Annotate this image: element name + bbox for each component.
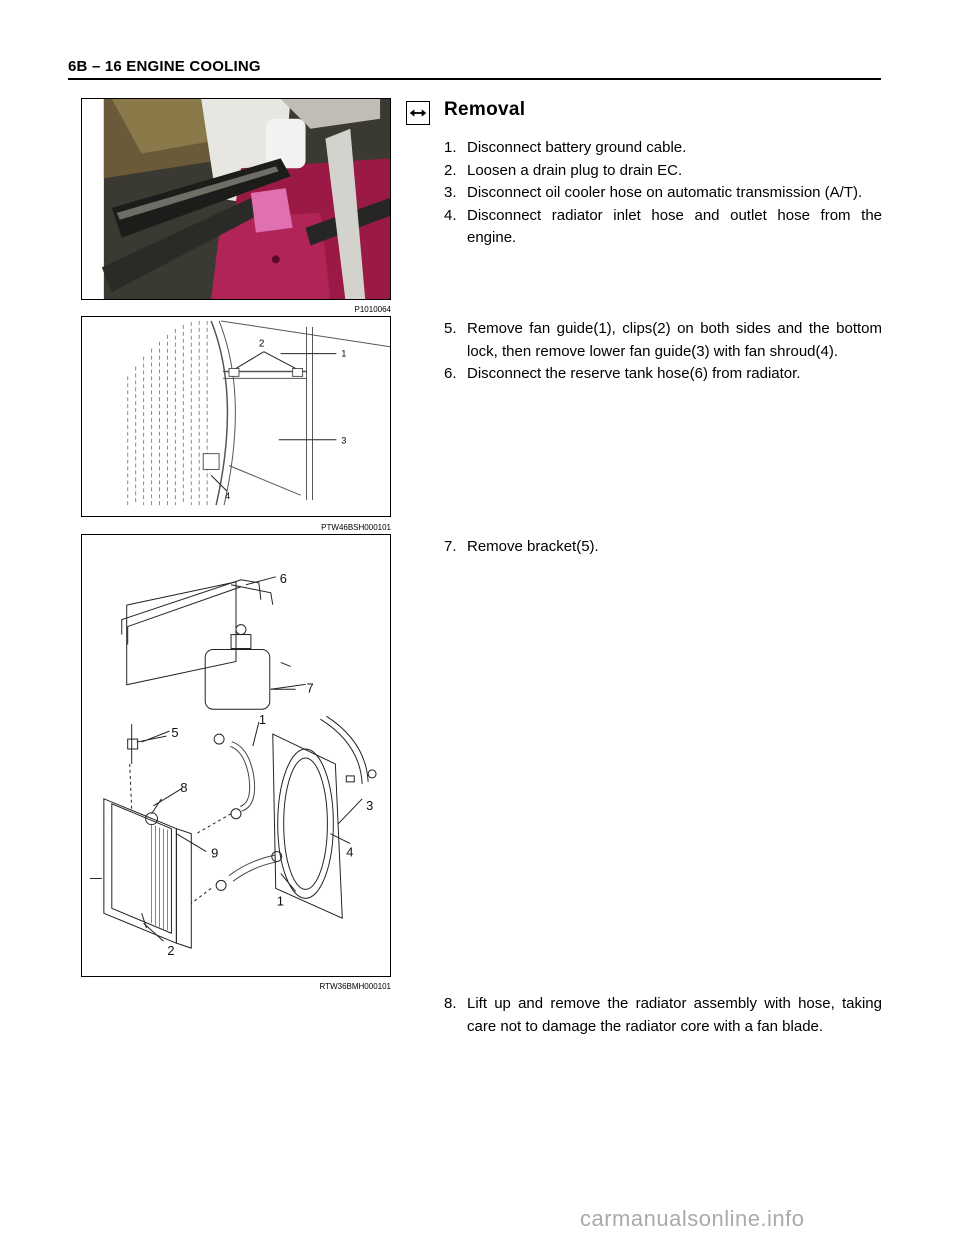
step-text: Remove fan guide(1), clips(2) on both sides and the bottom lock, then remove lower fan guide(3) with fan shroud(4). bbox=[467, 320, 882, 360]
step-text: Remove bracket(5). bbox=[467, 538, 599, 555]
list-item: 6. Disconnect the reserve tank hose(6) from radiator. bbox=[444, 365, 801, 382]
steps-group-3 bbox=[444, 536, 882, 559]
list-item: 7. Remove bracket(5). bbox=[444, 538, 599, 555]
figure-code: P1010064 bbox=[354, 305, 391, 314]
section-title: Removal bbox=[444, 99, 526, 120]
callout-9: 9 bbox=[211, 845, 219, 861]
steps-group-1 bbox=[444, 137, 882, 250]
callout-2: 2 bbox=[258, 338, 265, 350]
callout-3: 3 bbox=[366, 797, 374, 813]
step-text: Disconnect radiator inlet hose and outlet hose from the engine. bbox=[467, 206, 882, 246]
step-text: Lift up and remove the radiator assembly with hose, taking care not to damage the radiator core with a fan blade. bbox=[467, 995, 882, 1035]
callout-5: 5 bbox=[171, 725, 179, 741]
page-header-title: 6B – 16 ENGINE COOLING bbox=[68, 58, 261, 75]
list-item: 2. Loosen a drain plug to drain EC. bbox=[444, 161, 683, 179]
callout-8: 8 bbox=[180, 779, 188, 795]
remove-arrows-icon bbox=[406, 101, 430, 125]
engine-bay-photo bbox=[81, 98, 391, 300]
callout-4: 4 bbox=[225, 491, 231, 502]
callout-3: 3 bbox=[341, 435, 347, 446]
callout-1a: 1 bbox=[258, 712, 267, 728]
callout-2: 2 bbox=[167, 943, 175, 959]
step-text: Loosen a drain plug to drain EC. bbox=[467, 161, 683, 179]
watermark: carmanualsonline.info bbox=[580, 1206, 805, 1231]
list-item: 5. Remove fan guide(1), clips(2) on both sides and the bottom lock, then remove lower fan guide(3) with fan shroud(4). bbox=[444, 320, 882, 360]
list-item: 4. Disconnect radiator inlet hose and outlet hose from the engine. bbox=[444, 206, 882, 246]
fan-guide-diagram bbox=[81, 316, 391, 517]
header-rule bbox=[68, 78, 881, 80]
steps-group-2 bbox=[444, 318, 882, 386]
radiator-exploded-diagram bbox=[81, 534, 391, 977]
callout-7: 7 bbox=[306, 680, 314, 696]
callout-4: 4 bbox=[346, 844, 354, 860]
list-item: 8. Lift up and remove the radiator assembly with hose, taking care not to damage the radiator core with a fan blade. bbox=[444, 995, 882, 1035]
step-text: Disconnect the reserve tank hose(6) from radiator. bbox=[467, 365, 801, 382]
step-text: Disconnect battery ground cable. bbox=[467, 139, 687, 156]
figure-code: PTW46BSH000101 bbox=[321, 523, 391, 532]
callout-1b: 1 bbox=[276, 893, 284, 909]
list-item: 1. Disconnect battery ground cable. bbox=[444, 139, 687, 156]
callout-6: 6 bbox=[279, 570, 287, 586]
step-text: Disconnect oil cooler hose on automatic transmission (A/T). bbox=[467, 184, 863, 201]
figure-code: RTW36BMH000101 bbox=[319, 982, 391, 991]
list-item: 3. Disconnect oil cooler hose on automatic transmission (A/T). bbox=[444, 184, 863, 201]
callout-1: 1 bbox=[341, 348, 347, 359]
steps-group-4 bbox=[444, 993, 882, 1038]
